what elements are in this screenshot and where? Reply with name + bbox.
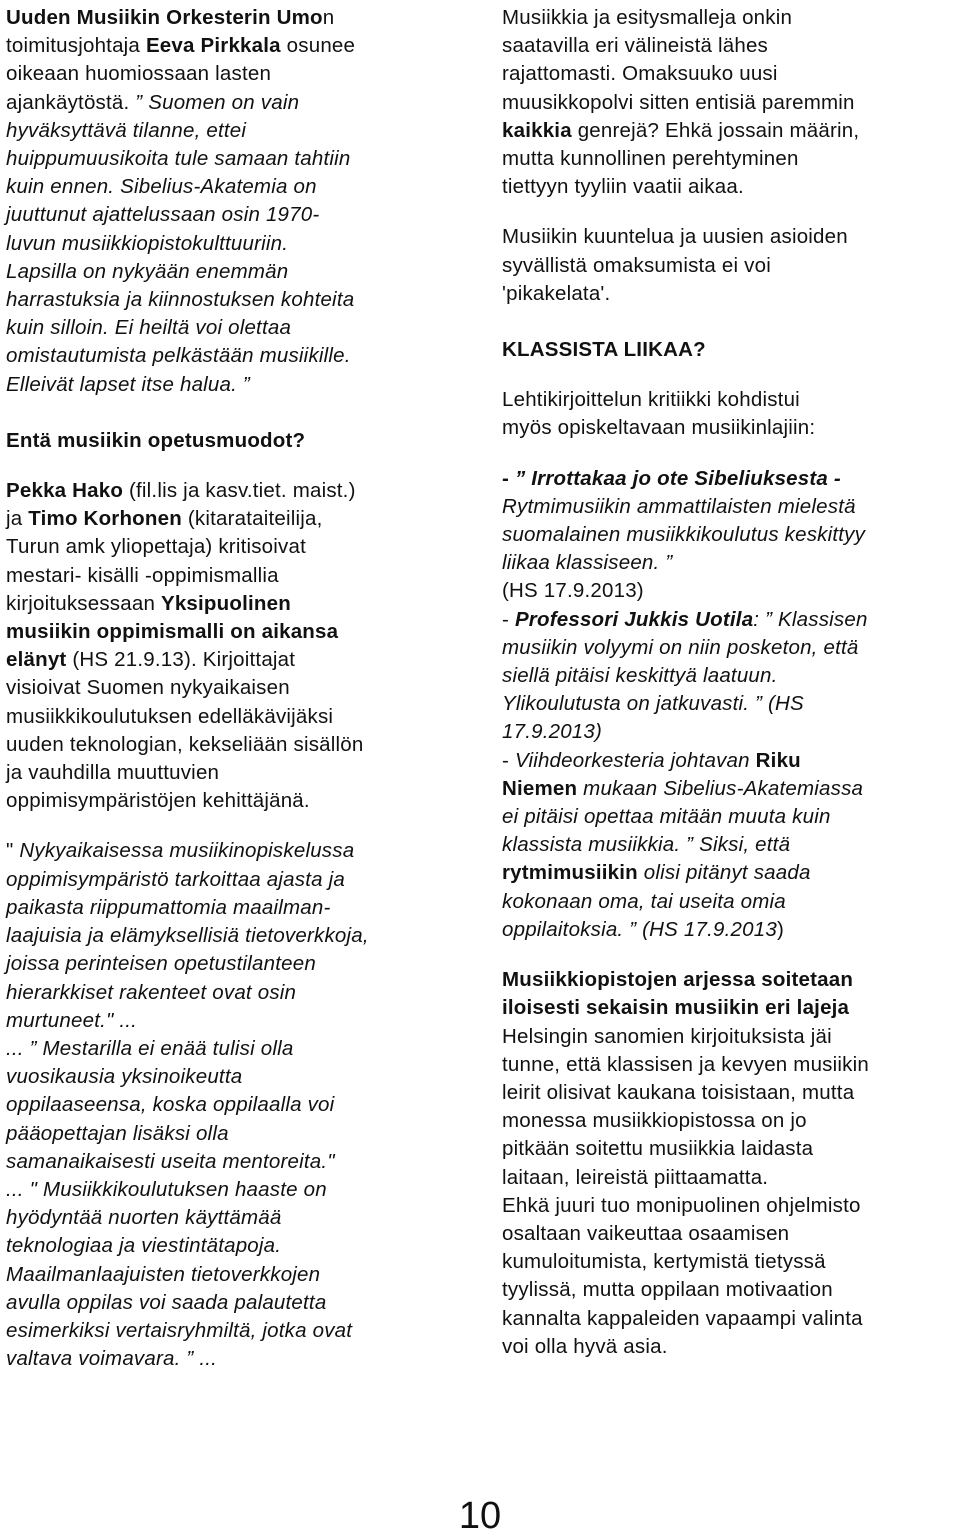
text-run: " xyxy=(6,839,20,863)
text-run: Uuden Musiikin Orkesterin Umo xyxy=(6,6,323,29)
text-run: Lehtikirjoittelun kritiikki kohdistui myös opiskeltavaan musiikinlajiin: xyxy=(502,388,816,440)
paragraph-criticism-intro xyxy=(502,386,954,442)
text-run: Timo Korhonen xyxy=(28,507,182,531)
text-run: Professori Jukkis Uotila xyxy=(514,607,754,631)
text-run: - xyxy=(502,466,515,490)
text-run: olisi pitänyt saada kokonaan oma, tai useita omia oppilaitoksia. ” (HS 17.9.2013 xyxy=(502,861,811,941)
text-run: Nykyaikaisessa musiikinopiskelussa oppimisympäristö tarkoittaa ajasta ja paikasta riippumattomia maailman- laajuisia ja elämyksellisiä tietoverkkoja, joissa perinteisen opetustilanteen hierarkkiset rakenteet ovat osin murtuneet." ... ... ” Mestarilla ei enää tulisi olla vuosikausia yksinoikeutta oppilaaseensa, koska oppilaalla voi pääopettajan lisäksi olla samanaikaisesti useita mentoreita." ... " Musiikkikoulutuksen haaste on hyödyntää nuorten käyttämää teknologiaa ja viestintätapoja. Maailmanlaajuisten tietoverkkojen avulla oppilas voi saada palautetta esimerkiksi vertaisryhmiltä, jotka ovat valtava voimavara. ” ... xyxy=(6,839,369,1371)
text-run: rytmimusiikin xyxy=(502,861,638,885)
paragraph-music-availability xyxy=(502,4,954,201)
text-run: ” Suomen on vain hyväksyttävä tilanne, ettei huippumuusikoita tule samaan tahtiin kuin ennen. Sibelius-Akatemia on juuttunut ajattelussaan osin 1970- luvun musiikkiopistokulttuuriin. Lapsilla on nykyään enemmän harrastuksia ja kiinnostuksen kohteita kuin silloin. Ei heiltä voi olettaa omistautumista pelkästään musiikille. Elleivät lapset itse halua. ” xyxy=(6,90,355,396)
text-run: mukaan Sibelius-Akatemiassa ei pitäisi opettaa mitään muuta kuin klassista musiikkia. ” Siksi, että xyxy=(502,776,864,857)
paragraph-listening xyxy=(502,223,954,308)
text-run: (HS 17.9.2013) - xyxy=(502,579,644,631)
text-run: Pekka Hako xyxy=(6,479,124,503)
text-run: ” Irrottakaa jo ote Sibeliuksesta - xyxy=(514,466,841,490)
text-run: Musiikin kuuntelua ja uusien asioiden syvällistä omaksumista ei voi 'pikakelata'. xyxy=(502,225,848,305)
text-run: Helsingin sanomien kirjoituksista jäi tunne, että klassisen ja kevyen musiikin leirit olisivat kaukana toisistaan, mutta monessa musiikkiopistossa on jo pitkään soitettu musiikkia laidasta laitaan, leireistä piittaamatta. Ehkä juuri tuo monipuolinen ohjelmisto osaltaan vaikeuttaa osaamisen kumuloitumista, kertymistä tietyssä tyylissä, mutta oppilaan motivaation kannalta kappaleiden vapaampi valinta voi olla hyvä asia. xyxy=(502,1024,869,1358)
text-run: (kitarataiteilija, Turun amk yliopettaja) kritisoivat mestari- kisälli -oppimismallia kirjoituksessaan xyxy=(6,507,323,615)
text-run: kaikkia xyxy=(502,118,572,142)
paragraph-pirkkala-quote xyxy=(6,4,466,399)
text-run: n toimitusjohtaja xyxy=(6,6,335,58)
text-run: (fil.lis ja kasv.tiet. maist.) ja xyxy=(6,479,356,531)
text-run: (HS 21.9.13). Kirjoittajat visioivat Suomen nykyaikaisen musiikkikoulutuksen edelläkävijäksi uuden teknologian, kekseliään sisällön ja vauhdilla muuttuvien oppimisympäristöjen kehittäjänä. xyxy=(6,648,364,813)
text-run: Rytmimusiikin ammattilaisten mielestä suomalainen musiikkikoulutus keskittyy liikaa klassiseen. ” xyxy=(502,494,866,575)
page-number: 10 xyxy=(458,1495,502,1537)
text-run: ) xyxy=(776,917,784,941)
text-run: : ” Klassisen musiikin volyymi on niin posketon, että siellä pitäisi keskittyä laatuun. Ylikoulutusta on jatkuvasti. ” (HS 17.9.2013) xyxy=(502,607,868,744)
right-column xyxy=(502,4,954,1361)
text-run: Musiikkia ja esitysmalleja onkin saatavilla eri välineistä lähes rajattomasti. Omaksuuko uusi muusikkopolvi sitten entisiä paremmin xyxy=(502,6,855,114)
text-run: osunee oikeaan huomiossaan lasten ajankäytöstä. xyxy=(6,34,356,114)
text-run: Riku Niemen xyxy=(502,748,801,800)
text-run: - xyxy=(502,748,510,772)
paragraph-modern-learning-quote xyxy=(6,837,466,1373)
left-column xyxy=(6,4,466,1373)
section-heading-too-much-classical: KLASSISTA LIIKAA? xyxy=(502,338,706,362)
section-heading-teaching-methods: Entä musiikin opetusmuodot? xyxy=(6,428,306,452)
section-heading-music-schools: Musiikkiopistojen arjessa soitetaan iloisesti sekaisin musiikin eri lajeja xyxy=(502,968,854,1020)
paragraph-criticism-quotes xyxy=(502,465,954,944)
text-run: Eeva Pirkkala xyxy=(145,34,281,58)
paragraph-music-schools xyxy=(502,1023,954,1361)
text-run: genrejä? Ehkä jossain määrin, mutta kunnollinen perehtyminen tiettyyn tyyliin vaatii aikaa. xyxy=(502,118,860,199)
text-run: Viihdeorkesteria johtavan xyxy=(514,748,756,772)
paragraph-hako-korhonen xyxy=(6,477,466,815)
text-run: Yksipuolinen musiikin oppimismalli on aikansa elänyt xyxy=(6,591,339,672)
